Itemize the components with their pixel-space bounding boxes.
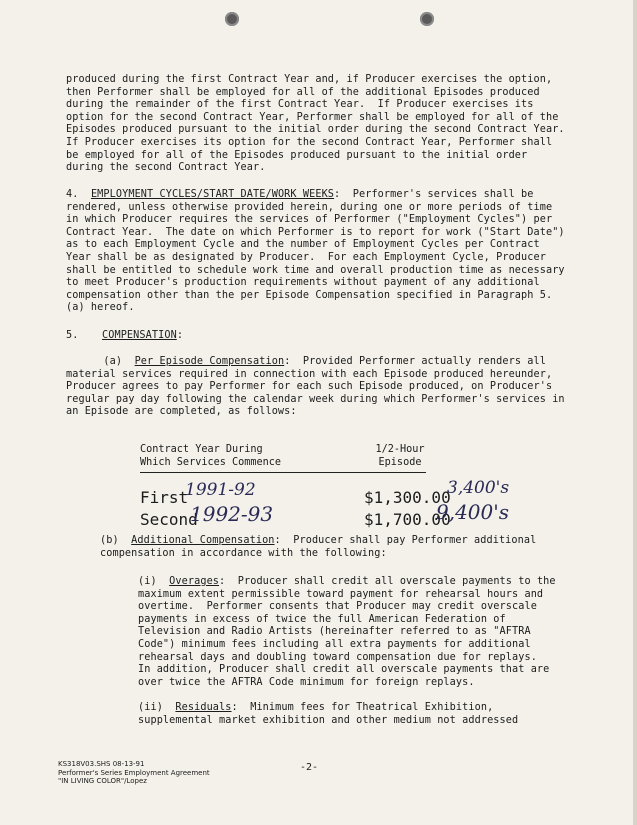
residuals-body: : Minimum fees for Theatrical Exhibition, supplemental market exhibition and other medium not addressed [138,702,519,726]
header-underline [140,472,426,473]
compensation-table [140,444,440,472]
subsection-b [100,535,560,560]
section-5-colon: : [176,330,184,341]
overages-body: : Producer shall credit all overscale payments to the maximum extent permissible toward payment for rehearsal hours and overtime. Performer consents that Producer may credit overscale payments in excess of twice the full American Federation of Television and Radio Artists (hereinafter referred to as "AFTRA Code") minimum fees including all extra payments for additional rehearsal days and doubling toward compensation due for replays. In addition, Producer shall credit all overscale payments that are over twice the AFTRA Code minimum for foreign replays. [138,576,562,688]
header-right-line2: Episode [378,456,422,468]
section-5-number: 5. [66,330,79,341]
row-amount: $1,700.00 [364,510,451,529]
subsection-a-label: (a) [103,356,123,367]
row-label: Second [140,510,198,529]
subsection-b-label: (b) [100,535,119,546]
subsection-a-heading: Per Episode Compensation [134,356,285,367]
header-left-line1: Contract Year During [140,444,263,455]
header-right-line1: 1/2-Hour [375,444,425,455]
row-amount: $1,300.00 [364,488,451,507]
overages-clause [138,576,562,689]
subsection-b-body: : Producer shall pay Performer additional compensation in accordance with the following: [100,535,543,559]
subsection-a [66,356,571,419]
header-left-line2: Which Services Commence [140,456,282,468]
footer-file-id: KS318V03.SHS 08-13-91 [58,760,145,768]
document-footer [58,760,210,786]
paragraph-continuation: produced during the first Contract Year and, if Producer exercises the option, then Performer shall be employed for all of the additional Episodes produced during the remainder of the first Contract Year. If Producer exercises its option for the second Contract Year, Performer shall be employed for all of the Episodes produced pursuant to the initial order during the second Contract Year. If Producer exercises its option for the second Contract Year, Performer shall be employed for all of the Episodes produced pursuant to the initial order during the second Contract Year. [66,74,578,174]
residuals-clause [138,702,558,727]
page-number: -2- [300,762,319,773]
subsection-b-heading: Additional Compensation [131,535,275,546]
table-row [140,478,510,507]
section-5-heading: COMPENSATION [102,330,177,341]
section-4-number: 4. [66,189,79,200]
handwritten-note: 3,400's [447,478,510,498]
residuals-label: (ii) [138,702,163,713]
page-edge-shadow [633,0,637,825]
overages-label: (i) [138,576,157,587]
table-header-right [370,444,430,469]
section-4 [66,189,571,315]
subsection-a-body: : Provided Performer actually renders all material services required in connection with each Episode produced hereunder, Producer agrees to pay Performer for each such Episode produced, on Producer's regular pay day following the calendar week during which Performer's services in an Episode are completed, as follows: [66,356,571,418]
punch-holes [0,0,637,40]
handwritten-year: 1992-93 [190,502,274,526]
residuals-heading: Residuals [175,702,232,713]
overages-heading: Overages [169,576,220,587]
row-label: First [140,488,189,507]
section-4-heading: EMPLOYMENT CYCLES/START DATE/WORK WEEKS [90,189,335,200]
table-row [140,500,510,529]
table-header-left [140,444,281,469]
punch-hole-left [225,12,239,26]
section-4-body: : Performer's services shall be rendered, unless otherwise provided herein, during one or more periods of time in which Producer requires the services of Performer ("Employment Cycles") per Contract Year. The date on which Performer is to report for work ("Start Date") as to each Employment Cycle and the number of Employment Cycles per Contract Year shall be as designated by Producer. For each Employment Cycle, Producer shall be entitled to schedule work time and overall production time as necessary to meet Producer's production requirements without payment of any additional compensation other than the per Episode Compensation specified in Paragraph 5.(a) hereof. [66,189,571,314]
table-header [140,444,440,472]
handwritten-note: 9,400's [436,500,510,524]
section-5-heading-line [66,330,183,343]
handwritten-year: 1991-92 [185,480,256,500]
footer-doc-title: Performer's Series Employment Agreement [58,768,210,777]
footer-show-name: "IN LIVING COLOR"/Lopez [58,777,147,786]
punch-hole-right [420,12,434,26]
